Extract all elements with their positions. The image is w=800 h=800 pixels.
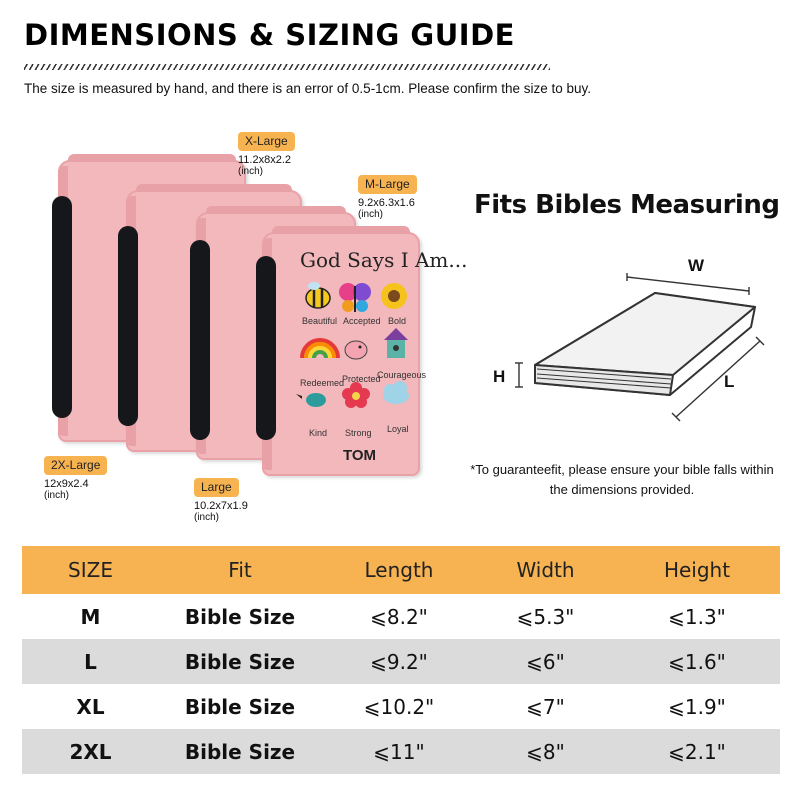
table-cell: ⩽8" xyxy=(526,739,565,764)
size-unit: (inch) xyxy=(44,490,70,501)
trait-label: Strong xyxy=(345,428,372,438)
handle-xl xyxy=(118,226,138,426)
bird-icon xyxy=(345,341,367,359)
hummingbird-icon xyxy=(296,393,326,407)
table-cell: Bible Size xyxy=(184,694,296,719)
trait-label: Courageous xyxy=(377,370,427,380)
length-label: L xyxy=(724,372,735,391)
cloud-icon xyxy=(383,381,409,404)
header-cell: Height xyxy=(663,558,731,582)
table-row xyxy=(22,639,780,684)
bee-icon xyxy=(306,282,330,308)
table-cell: ⩽5.3" xyxy=(516,604,575,629)
table-cell: Bible Size xyxy=(184,604,296,629)
table-cell: ⩽7" xyxy=(526,694,565,719)
trait-label: Loyal xyxy=(387,424,409,434)
cover-title: God Says I Am... xyxy=(300,248,468,272)
table-row xyxy=(22,684,780,729)
size-label-large xyxy=(194,478,248,523)
size-dims: 11.2x8x2.2 xyxy=(238,154,292,166)
table-header-row xyxy=(22,546,780,594)
title-underline xyxy=(24,64,550,70)
page-subtitle: The size is measured by hand, and there is an error of 0.5-1cm. Please confirm the size to buy. xyxy=(24,81,592,96)
table-cell: Bible Size xyxy=(184,649,296,674)
table-row xyxy=(22,594,780,639)
width-label: W xyxy=(688,256,705,275)
size-tag: Large xyxy=(194,478,239,497)
size-dims: 12x9x2.4 xyxy=(44,478,89,490)
size-unit: (inch) xyxy=(194,512,220,523)
size-label-ml xyxy=(358,175,417,220)
handle-2xl xyxy=(52,196,72,418)
handle-medium xyxy=(256,256,276,440)
header-cell: Width xyxy=(516,558,575,582)
header-cell: SIZE xyxy=(68,558,113,582)
table-cell: L xyxy=(84,649,97,674)
size-tag: X-Large xyxy=(238,132,295,151)
table-cell: ⩽9.2" xyxy=(370,649,428,674)
table-cell: XL xyxy=(76,694,105,719)
size-dims: 10.2x7x1.9 xyxy=(194,500,248,512)
table-cell: ⩽1.6" xyxy=(668,649,726,674)
size-unit: (inch) xyxy=(358,209,384,220)
size-dims: 9.2x6.3x1.6 xyxy=(358,197,415,209)
sunflower-icon xyxy=(381,283,407,309)
birdhouse-icon xyxy=(384,328,408,358)
butterfly-icon xyxy=(339,283,371,312)
handle-large xyxy=(190,240,210,440)
trait-label: Kind xyxy=(309,428,328,438)
size-unit: (inch) xyxy=(238,166,264,177)
trait-label: Accepted xyxy=(343,316,381,326)
table-cell: ⩽2.1" xyxy=(668,739,726,764)
table-cell: 2XL xyxy=(69,739,112,764)
table-cell: Bible Size xyxy=(184,739,296,764)
rainbow-icon xyxy=(302,340,338,358)
size-label-xl xyxy=(238,132,295,177)
diagram-title: Fits Bibles Measuring xyxy=(474,190,780,220)
page-title: DIMENSIONS & SIZING GUIDE xyxy=(24,18,515,52)
size-label-2xl xyxy=(44,456,107,501)
height-label: H xyxy=(493,367,506,386)
table-row xyxy=(22,729,780,774)
flower-icon xyxy=(342,382,370,408)
personalized-name: TOM xyxy=(343,447,377,464)
table-cell: ⩽6" xyxy=(526,649,565,674)
size-tag: M-Large xyxy=(358,175,417,194)
trait-label: Protected xyxy=(342,374,381,384)
table-cell: ⩽1.3" xyxy=(668,604,726,629)
trait-label: Bold xyxy=(388,316,407,326)
header-cell: Length xyxy=(364,558,434,582)
table-cell: ⩽1.9" xyxy=(668,694,726,719)
table-cell: M xyxy=(80,604,101,629)
header-cell: Fit xyxy=(228,558,252,582)
table-cell: ⩽8.2" xyxy=(370,604,428,629)
size-tag: 2X-Large xyxy=(44,456,107,475)
cover-artwork xyxy=(296,278,414,443)
trait-label: Beautiful xyxy=(302,316,338,326)
book-diagram xyxy=(505,245,775,430)
fit-note: *To guaranteefit, please ensure your bible falls within the dimensions provided. xyxy=(470,462,774,497)
table-cell: ⩽11" xyxy=(373,739,425,764)
book-icon xyxy=(535,293,755,395)
table-cell: ⩽10.2" xyxy=(363,694,435,719)
size-table xyxy=(22,546,780,774)
trait-label: Redeemed xyxy=(300,378,345,388)
